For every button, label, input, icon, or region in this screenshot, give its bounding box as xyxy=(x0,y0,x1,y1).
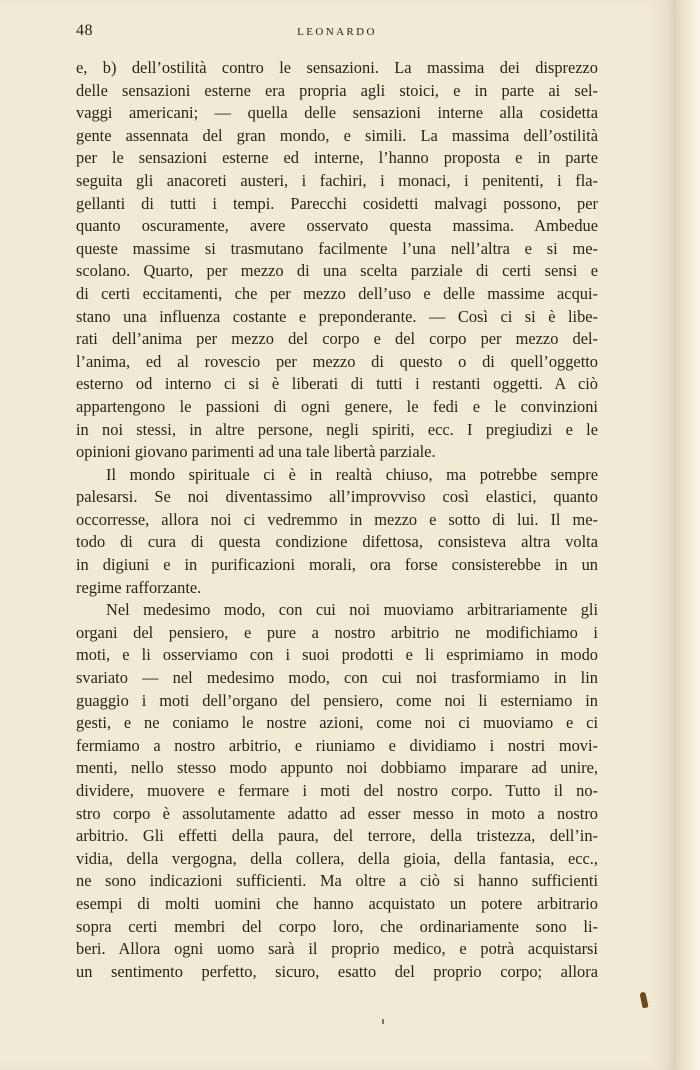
text-line: l’anima, ed al rovescio per mezzo di questo o di quell’oggetto xyxy=(76,351,598,371)
text-line: un sentimento perfetto, sicuro, esatto del proprio corpo; allora xyxy=(76,961,598,981)
page-number: 48 xyxy=(76,22,93,39)
text-line: appartengono le passioni di ogni genere, le fedi e le convinzioni xyxy=(76,396,598,416)
running-head: LEONARDO xyxy=(297,26,377,38)
text-line: sopra certi membri del corpo loro, che ordinariamente sono li- xyxy=(76,916,598,936)
text-line: vidia, della vergogna, della collera, della gioia, della fantasia, ecc., xyxy=(76,848,598,868)
text-line: beri. Allora ogni uomo sarà il proprio medico, e potrà acquistarsi xyxy=(76,939,598,959)
text-line: vaggi americani; — quella delle sensazioni interne alla cosidetta xyxy=(76,103,598,123)
text-line: moti, e li osserviamo con i suoi prodotti e li esprimiamo in modo xyxy=(76,645,598,665)
text-line: stano una influenza costante e preponderante. — Così ci si è libe- xyxy=(76,306,598,326)
text-line: di certi eccitamenti, che per mezzo dell’uso e delle massime acqui- xyxy=(76,283,598,303)
text-line: e, b) dell’ostilità contro le sensazioni. La massima dei disprezzo xyxy=(76,58,598,77)
text-line: gente assennata del gran mondo, e simili. La massima dell’ostilità xyxy=(76,125,598,145)
text-line: menti, nello stesso modo appunto noi dobbiamo imparare ad unire, xyxy=(76,758,598,778)
paragraph xyxy=(76,464,598,600)
page-edge xyxy=(676,0,700,1070)
text-line: in digiuni e in purificazioni morali, ora forse consisterebbe in un xyxy=(76,555,598,575)
text-line: todo di cura di questa condizione difettosa, consisteva altra volta xyxy=(76,532,598,552)
text-line: rati dell’anima per mezzo del corpo e del corpo per mezzo del- xyxy=(76,329,598,349)
text-line: scolano. Quarto, per mezzo di una scelta parziale di certi sensi e xyxy=(76,261,598,281)
text-line: palesarsi. Se noi diventassimo all’improvviso così elastici, quanto xyxy=(76,487,598,507)
text-line: Nel medesimo modo, con cui noi muoviamo arbitrariamente gli xyxy=(106,600,598,620)
text-line: seguita gli anacoreti austeri, i fachiri, i monaci, i penitenti, i fla- xyxy=(76,170,598,190)
text-line: queste massime si trasmutano facilmente l’una nell’altra e si me- xyxy=(76,238,598,258)
text-line: esempi di molti uomini che hanno acquistato un potere arbitrario xyxy=(76,893,598,913)
paragraph xyxy=(76,57,598,464)
text-line: gellanti di tutti i tempi. Parecchi cosidetti malvagi possono, per xyxy=(76,193,598,213)
body-text xyxy=(76,57,598,983)
text-line: ne sono indicazioni sufficienti. Ma oltre a ciò si hanno sufficienti xyxy=(76,871,598,891)
paragraph xyxy=(76,599,598,983)
text-line: fermiamo a nostro arbitrio, e riuniamo e dividiamo i nostri movi- xyxy=(76,735,598,755)
page-header xyxy=(76,22,598,44)
text-line: opinioni giovano parimenti ad una tale libertà parziale. xyxy=(76,442,436,462)
text-line: gesti, e ne coniamo le nostre azioni, come noi ci muoviamo e ci xyxy=(76,713,598,733)
ink-speck xyxy=(382,1019,384,1024)
text-line: arbitrio. Gli effetti della paura, del terrore, della tristezza, dell’in- xyxy=(76,826,598,846)
text-line: svariato — nel medesimo modo, con cui noi trasformiamo in lin xyxy=(76,668,598,688)
text-line: occorresse, allora noi ci vedremmo in mezzo e sotto di lui. Il me- xyxy=(76,509,598,529)
text-line: stro corpo è assolutamente adatto ad esser messo in moto a nostro xyxy=(76,803,598,823)
text-line: organi del pensiero, e pure a nostro arbitrio ne modifichiamo i xyxy=(76,622,598,642)
text-line: delle sensazioni esterne era propria agli stoici, e in parte ai sel- xyxy=(76,80,598,100)
text-line: Il mondo spirituale ci è in realtà chiuso, ma potrebbe sempre xyxy=(106,464,598,484)
text-line: dividere, muovere e fermare i moti del nostro corpo. Tutto il no- xyxy=(76,781,598,800)
text-line: per le sensazioni esterne ed interne, l’hanno proposta e in parte xyxy=(76,148,598,168)
text-line: esterno od interno ci si è liberati di tutti i restanti oggetti. A ciò xyxy=(76,374,598,394)
text-line: quanto oscuramente, avere osservato questa massima. Ambedue xyxy=(76,216,598,236)
text-line: regime rafforzante. xyxy=(76,577,202,597)
text-line: guaggio i moti dell’organo del pensiero, come noi li esterniamo in xyxy=(76,690,598,710)
text-line: in noi stessi, in altre persone, negli spiriti, ecc. I pregiudizi e le xyxy=(76,419,598,439)
